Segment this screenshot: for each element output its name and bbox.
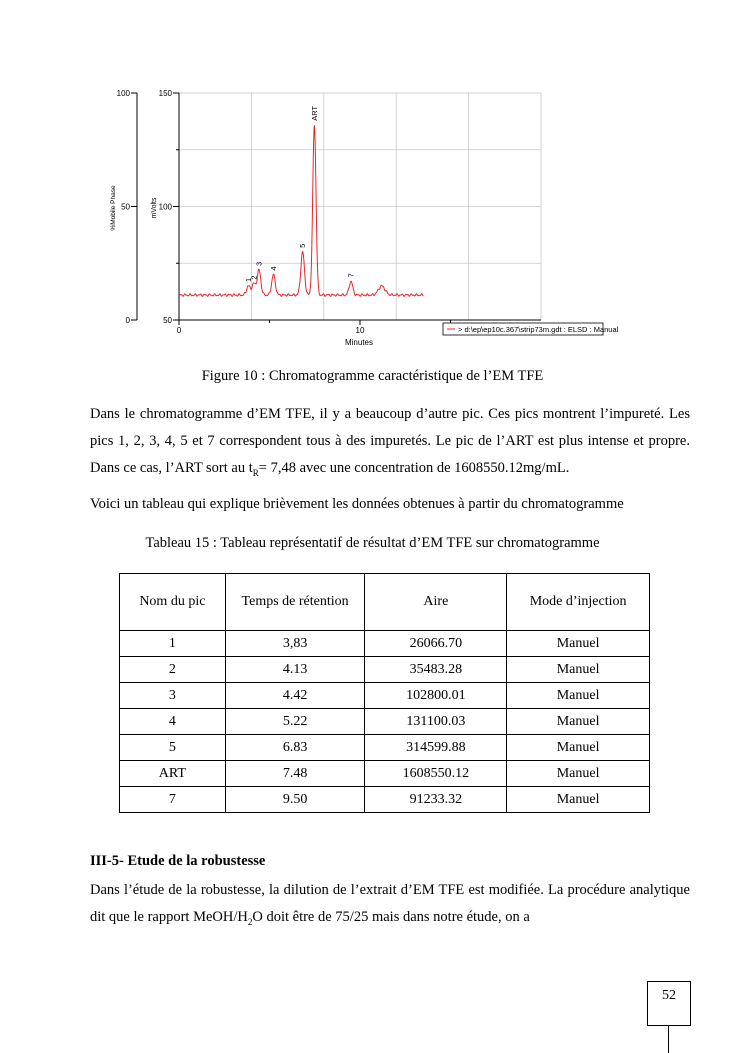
header-injection-mode: Mode d’injection (507, 574, 650, 631)
cell-area: 314599.88 (365, 735, 507, 761)
cell-retention-time: 4.13 (225, 657, 365, 683)
cell-injection-mode: Manuel (507, 787, 650, 813)
cell-injection-mode: Manuel (507, 683, 650, 709)
cell-peak-name: 1 (120, 631, 226, 657)
cell-retention-time: 5.22 (225, 709, 365, 735)
table-row (120, 657, 650, 683)
cell-injection-mode: Manuel (507, 631, 650, 657)
table-caption: Tableau 15 : Tableau représentatif de résultat d’EM TFE sur chromatogramme (145, 535, 600, 551)
header-peak-name: Nom du pic (120, 574, 226, 631)
cell-retention-time: 6.83 (225, 735, 365, 761)
cell-retention-time: 7.48 (225, 761, 365, 787)
table-row (120, 761, 650, 787)
y-tick-label-mvolts: 100 (158, 202, 172, 212)
page-number: 52 (647, 981, 691, 1026)
peak-label: 1 (243, 277, 253, 282)
cell-peak-name: 3 (120, 683, 226, 709)
y-axis-label-mobile-phase: %Mobile Phase (110, 185, 117, 231)
y-tick-label-mobile-phase: 100 (116, 89, 130, 98)
cell-injection-mode: Manuel (507, 657, 650, 683)
cell-area: 91233.32 (365, 787, 507, 813)
cell-peak-name: ART (120, 761, 226, 787)
page-number-line (668, 1025, 669, 1053)
cell-injection-mode: Manuel (507, 709, 650, 735)
y-axis-label-mvolts: mVolts (151, 197, 158, 219)
cell-peak-name: 5 (120, 735, 226, 761)
cell-area: 35483.28 (365, 657, 507, 683)
paragraph-1: Dans le chromatogramme d’EM TFE, il y a beaucoup d’autre pic. Ces pics montrent l’impureté. Les pics 1, 2, 3, 4, 5 et 7 correspondent tous à des impuretés. Le pic de l’ART est plus intense et propre. Dans ce cas, l’ART sort au $t_R= 7,48$ avec une concentration de 1608550.12mg/mL. (90, 406, 690, 478)
cell-injection-mode: Manuel (507, 761, 650, 787)
table-header-row (120, 574, 650, 631)
peak-labels (244, 105, 356, 281)
chromatogram-chart (100, 78, 690, 358)
cell-retention-time: 3,83 (225, 631, 365, 657)
chromatogram-trace (179, 125, 423, 296)
cell-peak-name: 7 (120, 787, 226, 813)
figure-caption: Figure 10 : Chromatogramme caractéristique de l’EM TFE (201, 368, 544, 384)
y-tick-label-mvolts: 150 (158, 89, 172, 98)
cell-retention-time: 4.42 (225, 683, 365, 709)
legend-text: > d:\ep\ep10c.367\strip73m.gdt : ELSD : Manual (458, 325, 619, 334)
section-paragraph: Dans l’étude de la robustesse, la dilution de l’extrait d’EM TFE est modifiée. La procédure analytique dit que le rapport MeOH/$H_2O$ doit être de 75/25 mais dans notre étude, on a (90, 882, 690, 927)
header-area: Aire (365, 574, 507, 631)
table-row (120, 709, 650, 735)
cell-injection-mode: Manuel (507, 735, 650, 761)
cell-retention-time: 9.50 (225, 787, 365, 813)
peak-label: 5 (298, 243, 308, 248)
peak-label: 2 (249, 275, 259, 280)
cell-area: 1608550.12 (365, 761, 507, 787)
x-tick-label: 0 (176, 326, 182, 335)
peak-label: 4 (268, 266, 278, 271)
paragraph-2: Voici un tableau qui explique brièvement les données obtenues à partir du chromatogramme (90, 496, 624, 512)
cell-peak-name: 2 (120, 657, 226, 683)
peak-label: ART (309, 105, 319, 121)
x-axis-label: Minutes (344, 338, 374, 347)
peak-label: 7 (346, 273, 356, 278)
table-row (120, 683, 650, 709)
x-tick-label: 10 (355, 326, 365, 335)
cell-area: 26066.70 (365, 631, 507, 657)
table-row (120, 631, 650, 657)
table-row (120, 735, 650, 761)
header-retention-time: Temps de rétention (225, 574, 365, 631)
cell-peak-name: 4 (120, 709, 226, 735)
chart-axes (131, 93, 541, 325)
y-tick-label-mvolts: 50 (163, 316, 172, 325)
table-row (120, 787, 650, 813)
y-tick-label-mobile-phase: 0 (125, 316, 130, 325)
chart-grid (179, 93, 541, 320)
peak-label: 3 (254, 261, 264, 267)
cell-area: 131100.03 (365, 709, 507, 735)
results-table (119, 573, 650, 813)
section-heading: III-5- Etude de la robustesse (90, 853, 266, 869)
legend (443, 323, 619, 335)
cell-area: 102800.01 (365, 683, 507, 709)
y-tick-label-mobile-phase: 50 (121, 202, 130, 212)
